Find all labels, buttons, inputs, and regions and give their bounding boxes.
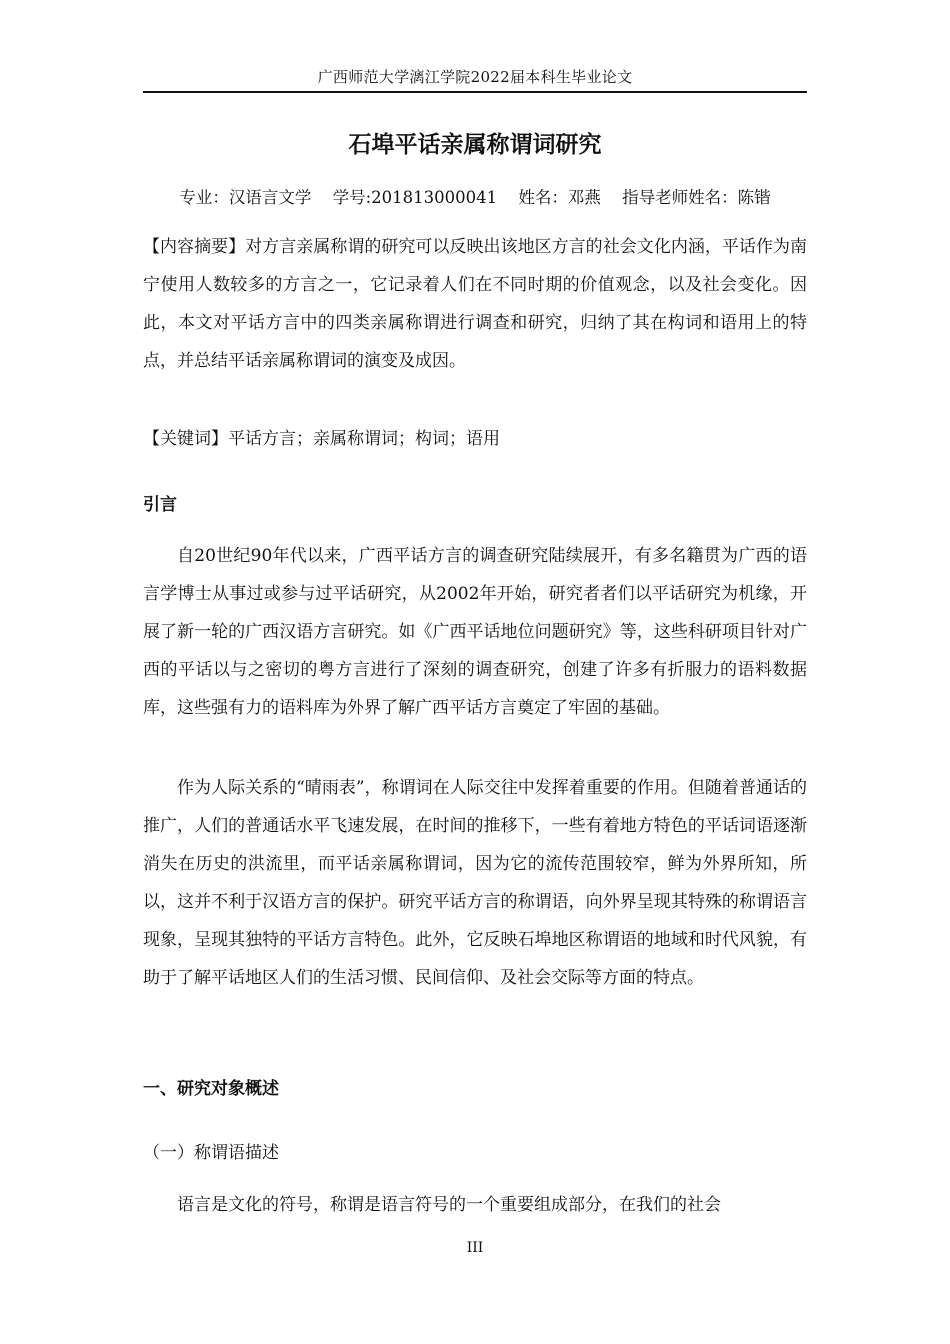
intro-paragraph-1: 自20世纪90年代以来，广西平话方言的调查研究陆续展开，有多名籍贯为广西的语言学博士从事过或参与过平话研究，从2002年开始，研究者者们以平话研究为机缘，开展了新一轮的广西汉语方言研究。如《广西平话地位问题研究》等，这些科研项目针对广西的平话以与之密切的粤方言进行了深刻的调查研究，创建了许多有折服力的语料数据库，这些强有力的语料库为外界了解广西平话方言奠定了牢固的基础。	[143, 546, 807, 718]
intro-paragraph-2: 作为人际关系的“晴雨表”，称谓词在人际交往中发挥着重要的作用。但随着普通话的推广，人们的普通话水平飞速发展，在时间的推移下，一些有着地方特色的平话词语逐渐消失在历史的洪流里，而平话亲属称谓词，因为它的流传范围较窄，鲜为外界所知，所以，这并不利于汉语方言的保护。研究平话方言的称谓语，向外界呈现其特殊的称谓语言现象，呈现其独特的平话方言特色。此外，它反映石埠地区称谓语的地域和时代风貌，有助于了解平话地区人们的生活习惯、民间信仰、及社会交际等方面的特点。	[143, 778, 807, 988]
header-rule	[143, 91, 807, 93]
meta-name: 姓名：邓燕	[518, 188, 601, 207]
section-1-subheading: （一）称谓语描述	[143, 1143, 279, 1163]
running-header: 广西师范大学漓江学院2022届本科生毕业论文	[317, 68, 633, 86]
meta-advisor: 指导老师姓名：陈锴	[622, 188, 771, 207]
keywords: 【关键词】平话方言；亲属称谓词；构词；语用	[143, 429, 500, 449]
intro-heading: 引言	[143, 495, 177, 515]
section-1-heading: 一、研究对象概述	[143, 1079, 279, 1099]
meta-student-id: 学号:201813000041	[332, 188, 498, 207]
paper-title: 石埠平话亲属称谓词研究	[348, 132, 602, 158]
author-meta	[143, 184, 807, 208]
section-1-paragraph-1: 语言是文化的符号，称谓是语言符号的一个重要组成部分，在我们的社会	[177, 1195, 721, 1215]
page-number: III	[466, 1240, 484, 1256]
abstract: 【内容摘要】对方言亲属称谓的研究可以反映出该地区方言的社会文化内涵，平话作为南宁使用人数较多的方言之一，它记录着人们在不同时期的价值观念，以及社会变化。因此，本文对平话方言中的四类亲属称谓进行调查和研究，归纳了其在构词和语用上的特点，并总结平话亲属称谓词的演变及成因。	[143, 237, 807, 371]
meta-major: 专业：汉语言文学	[179, 188, 312, 207]
